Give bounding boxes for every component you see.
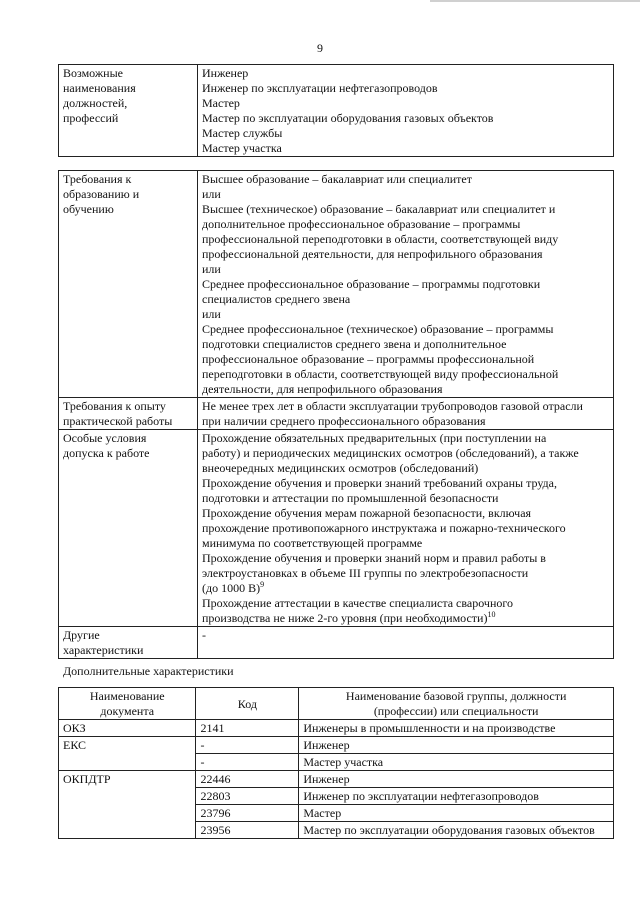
row-doc: ОКПДТР — [59, 771, 196, 839]
additional-header-row — [59, 688, 614, 720]
other-row — [59, 627, 614, 659]
positions-label-line: профессий — [63, 111, 119, 125]
row-doc: ОКЗ — [59, 720, 196, 737]
conditions-label-line: допуска к работе — [63, 446, 150, 460]
experience-value-cell — [198, 398, 614, 430]
positions-label-line: наименования — [63, 81, 136, 95]
education-line: или — [202, 307, 221, 321]
experience-label-line: практической работы — [63, 414, 173, 428]
row-name: Инженер по эксплуатации нефтегазопроводов — [299, 788, 614, 805]
conditions-line: Прохождение обучения и проверки знаний норм и правил работы в — [202, 551, 546, 565]
scan-edge-line — [430, 0, 640, 2]
header-doc-line: документа — [100, 704, 155, 718]
table-row — [59, 720, 614, 737]
experience-line: Не менее трех лет в области эксплуатации трубопроводов газовой отрасли — [202, 399, 583, 413]
row-code: 22803 — [196, 788, 299, 805]
education-line: дополнительное профессиональное образование – программы — [202, 217, 521, 231]
conditions-line: Прохождение обязательных предварительных (при поступлении на — [202, 431, 547, 445]
education-label-cell — [59, 171, 198, 398]
footnote-9-mark: 9 — [260, 580, 265, 589]
positions-row — [59, 65, 614, 157]
row-code: 23956 — [196, 822, 299, 839]
other-label-line: характеристики — [63, 643, 144, 657]
header-code: Код — [196, 688, 299, 720]
conditions-line-footnoted — [202, 581, 609, 596]
header-doc — [59, 688, 196, 720]
positions-label-cell — [59, 65, 198, 157]
education-line: профессиональной переподготовки в области, соответствующей виду — [202, 232, 559, 246]
experience-line: при наличии среднего профессионального образования — [202, 414, 486, 428]
conditions-label-line: Особые условия — [63, 431, 147, 445]
education-line: Высшее образование – бакалавриат или специалитет — [202, 172, 472, 186]
table-row — [59, 771, 614, 788]
conditions-line: Прохождение аттестации в качестве специалиста сварочного — [202, 596, 513, 610]
row-name: Мастер по эксплуатации оборудования газовых объектов — [299, 822, 614, 839]
page-number: 9 — [317, 41, 323, 55]
conditions-line: электроустановках в объеме III группы по электробезопасности — [202, 566, 529, 580]
row-code: - — [196, 737, 299, 754]
row-name: Инженер — [299, 737, 614, 754]
conditions-line: минимума по соответствующей программе — [202, 536, 423, 550]
row-code: 2141 — [196, 720, 299, 737]
position-item: Инженер по эксплуатации нефтегазопроводов — [202, 81, 438, 95]
conditions-value-cell — [198, 430, 614, 627]
education-line: Высшее (техническое) образование – бакалавриат или специалитет и — [202, 202, 556, 216]
requirements-table — [58, 170, 614, 659]
education-line: профессиональное образование – программы профессиональной — [202, 352, 535, 366]
row-code: 22446 — [196, 771, 299, 788]
row-doc: ЕКС — [59, 737, 196, 771]
education-line: или — [202, 262, 221, 276]
other-value: - — [202, 628, 206, 642]
footnote-10-mark: 10 — [487, 610, 496, 619]
experience-row — [59, 398, 614, 430]
additional-table — [58, 687, 614, 839]
education-line: переподготовки в области, соответствующей виду профессиональной — [202, 367, 559, 381]
positions-table — [58, 64, 614, 157]
education-value-cell — [198, 171, 614, 398]
education-line: Среднее профессиональное (техническое) образование – программы — [202, 322, 554, 336]
additional-heading: Дополнительные характеристики — [63, 664, 234, 678]
other-label-cell — [59, 627, 198, 659]
position-item: Мастер участка — [202, 141, 282, 155]
conditions-label-cell — [59, 430, 198, 627]
position-item: Мастер — [202, 96, 240, 110]
experience-label-line: Требования к опыту — [63, 399, 166, 413]
conditions-line-text: производства не ниже 2-го уровня (при необходимости) — [202, 611, 488, 625]
conditions-line: работу) и периодических медицинских осмотров (обследований), а также — [202, 446, 579, 460]
row-code: - — [196, 754, 299, 771]
conditions-line: Прохождение обучения и проверки знаний требований охраны труда, — [202, 476, 557, 490]
row-code: 23796 — [196, 805, 299, 822]
row-name: Мастер — [299, 805, 614, 822]
row-name: Инженеры в промышленности и на производстве — [299, 720, 614, 737]
education-label-line: обучению — [63, 202, 114, 216]
header-doc-line: Наименование — [89, 689, 165, 703]
positions-label-line: должностей, — [63, 96, 128, 110]
education-line: деятельности, для непрофильного образования — [202, 382, 443, 396]
conditions-line: подготовки и аттестации по промышленной безопасности — [202, 491, 499, 505]
education-label-line: Требования к — [63, 172, 132, 186]
positions-values-cell — [198, 65, 614, 157]
education-label-line: образованию и — [63, 187, 140, 201]
education-line: или — [202, 187, 221, 201]
experience-label-cell — [59, 398, 198, 430]
header-name — [299, 688, 614, 720]
education-line: подготовки специалистов среднего звена и дополнительное — [202, 337, 507, 351]
other-value-cell — [198, 627, 614, 659]
position-item: Инженер — [202, 66, 249, 80]
other-label-line: Другие — [63, 628, 100, 642]
education-line: Среднее профессиональное образование – программы подготовки — [202, 277, 541, 291]
education-line: специалистов среднего звена — [202, 292, 351, 306]
positions-label-line: Возможные — [63, 66, 123, 80]
conditions-line: внеочередных медицинских осмотров (обследований) — [202, 461, 479, 475]
row-name: Мастер участка — [299, 754, 614, 771]
row-name: Инженер — [299, 771, 614, 788]
education-row — [59, 171, 614, 398]
position-item: Мастер службы — [202, 126, 283, 140]
conditions-line: прохождение противопожарного инструктажа и пожарно-технического — [202, 521, 566, 535]
header-name-line: (профессии) или специальности — [373, 704, 539, 718]
header-name-line: Наименование базовой группы, должности — [345, 689, 567, 703]
position-item: Мастер по эксплуатации оборудования газовых объектов — [202, 111, 494, 125]
conditions-line: Прохождение обучения мерам пожарной безопасности, включая — [202, 506, 532, 520]
table-row — [59, 737, 614, 754]
conditions-line-text: (до 1000 В) — [202, 581, 261, 595]
conditions-row — [59, 430, 614, 627]
education-line: профессиональной деятельности, для непрофильного образования — [202, 247, 543, 261]
conditions-line-footnoted — [202, 611, 609, 626]
